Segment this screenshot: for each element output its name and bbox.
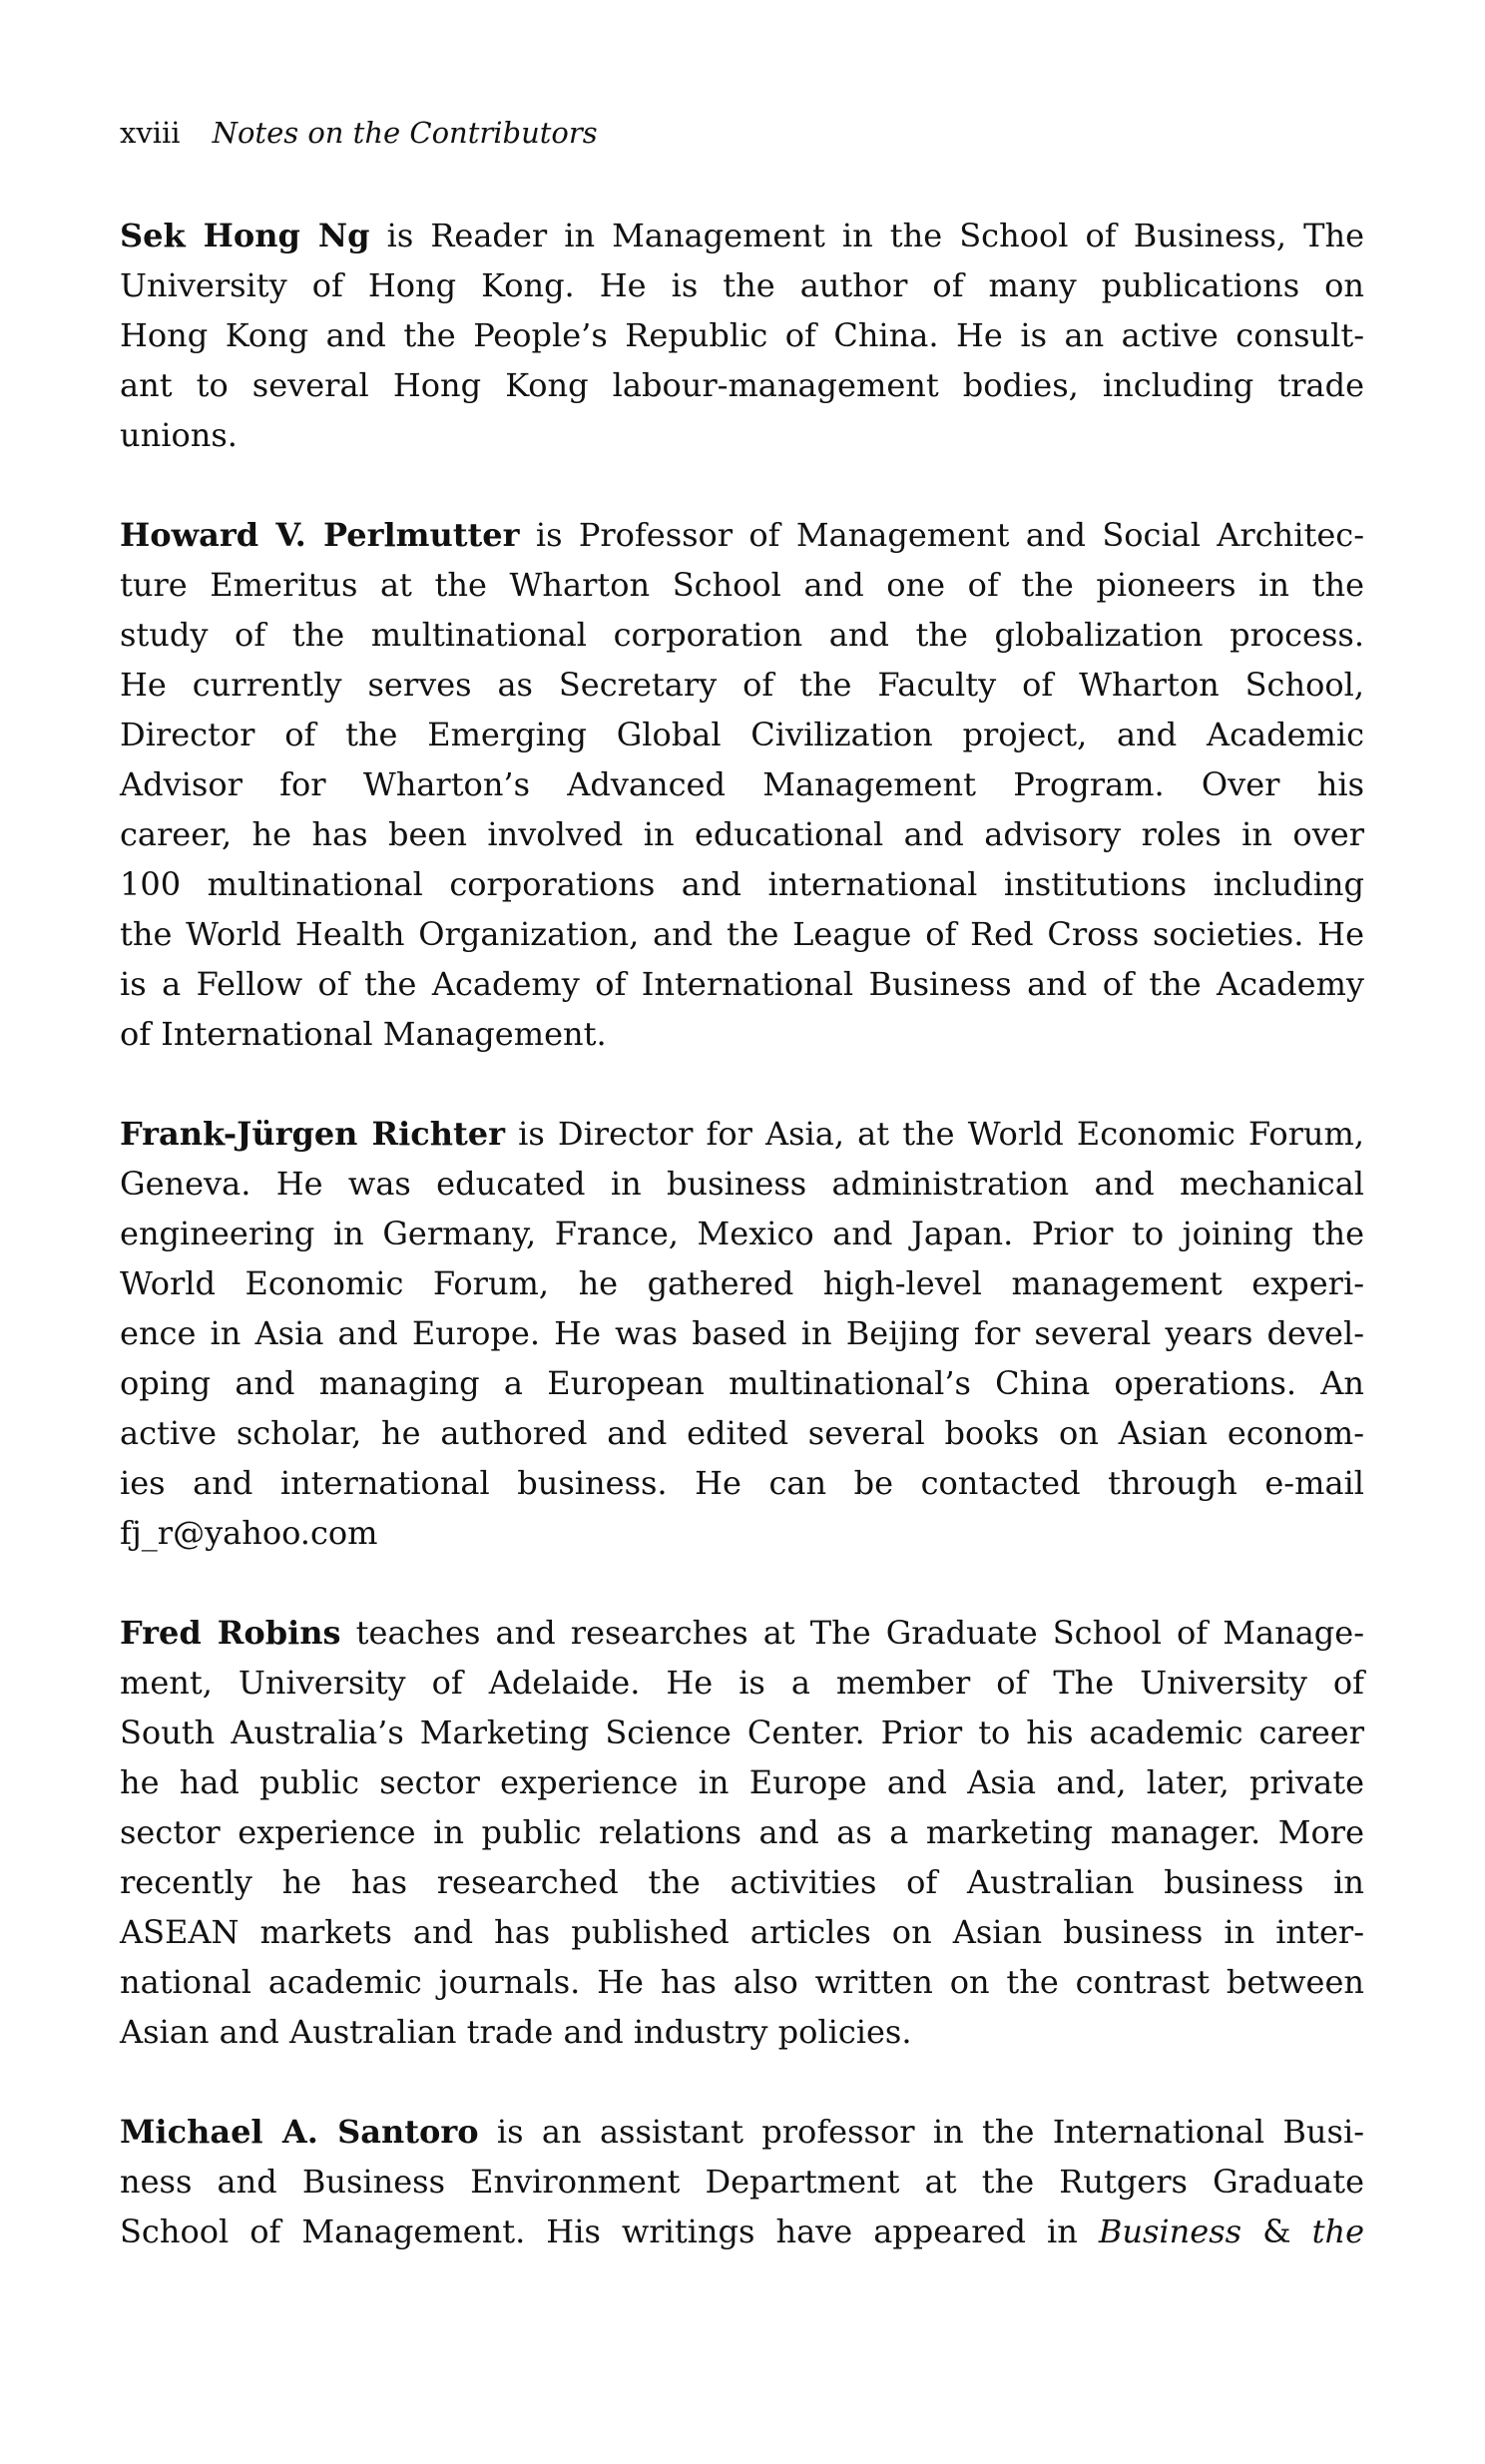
running-head-title: Notes on the Contributors	[212, 116, 598, 150]
entry-line: sector experience in public relations and as a marketing manager. More	[120, 1813, 1364, 1851]
publication-title: Business	[1098, 2213, 1242, 2250]
bio-text: is Reader in Management in the School of Business, The	[369, 217, 1365, 254]
entry-line: ASEAN markets and has published articles on Asian business in inter-	[120, 1913, 1364, 1951]
email-address: fj_r@yahoo.com	[120, 1514, 378, 1552]
entry-line: Hong Kong and the People’s Republic of China. He is an active consult-	[120, 316, 1364, 354]
entry-line	[120, 2207, 1364, 2256]
entry-line: He currently serves as Secretary of the Faculty of Wharton School,	[120, 666, 1364, 704]
bio-text: is Director for Asia, at the World Economic Forum,	[505, 1115, 1365, 1153]
entry-line	[120, 510, 1364, 560]
entry-line: ies and international business. He can be contacted through e-mail	[120, 1464, 1364, 1502]
bio-text: is Professor of Management and Social Architec-	[519, 516, 1365, 554]
entry-line: Advisor for Wharton’s Advanced Management Program. Over his	[120, 765, 1364, 803]
bio-text: School of Management. His writings have appeared in	[120, 2213, 1099, 2250]
entry-line: the World Health Organization, and the League of Red Cross societies. He	[120, 915, 1364, 953]
entry-line: Director of the Emerging Global Civilization project, and Academic	[120, 716, 1364, 753]
entry-line: South Australia’s Marketing Science Center. Prior to his academic career	[120, 1714, 1364, 1751]
entry-line	[120, 1608, 1364, 1658]
entry-line	[120, 2107, 1364, 2157]
entry-line	[120, 1109, 1364, 1159]
contributor-name: Frank-Jürgen Richter	[120, 1115, 506, 1153]
entry-line: engineering in Germany, France, Mexico and Japan. Prior to joining the	[120, 1215, 1364, 1252]
entry-line: recently he has researched the activities of Australian business in	[120, 1863, 1364, 1901]
entry-line: national academic journals. He has also written on the contrast between	[120, 1963, 1364, 2001]
entry-line: Asian and Australian trade and industry policies.	[120, 2013, 912, 2051]
contributor-entry	[120, 211, 1364, 460]
entry-line: career, he has been involved in educational and advisory roles in over	[120, 815, 1364, 853]
publication-title: the	[1311, 2213, 1364, 2250]
entry-line: ant to several Hong Kong labour-management bodies, including trade	[120, 366, 1364, 404]
entry-line: he had public sector experience in Europe and Asia and, later, private	[120, 1763, 1364, 1801]
entry-line: unions.	[120, 416, 238, 454]
entry-line: ture Emeritus at the Wharton School and one of the pioneers in the	[120, 566, 1364, 604]
entry-line: study of the multinational corporation and the globalization process.	[120, 616, 1364, 654]
contributor-entry	[120, 510, 1364, 1059]
entry-line: active scholar, he authored and edited several books on Asian econom-	[120, 1414, 1364, 1452]
entry-line: ment, University of Adelaide. He is a member of The University of	[120, 1664, 1364, 1702]
entry-line: World Economic Forum, he gathered high-level management experi-	[120, 1264, 1364, 1302]
contributor-entry	[120, 2107, 1364, 2256]
contributors-column	[120, 211, 1364, 2306]
entry-line: is a Fellow of the Academy of International Business and of the Academy	[120, 965, 1364, 1003]
contributor-entry	[120, 1109, 1364, 1558]
contributor-name: Howard V. Perlmutter	[120, 516, 520, 554]
bio-text: is an assistant professor in the International Busi-	[478, 2113, 1364, 2151]
page-number: xviii	[120, 116, 181, 150]
contributor-name: Sek Hong Ng	[120, 217, 370, 254]
bio-text: &	[1241, 2213, 1312, 2250]
entry-line: University of Hong Kong. He is the author of many publications on	[120, 266, 1364, 304]
contributor-name: Michael A. Santoro	[120, 2113, 479, 2151]
entry-line: 100 multinational corporations and international institutions including	[120, 865, 1364, 903]
entry-line: Geneva. He was educated in business administration and mechanical	[120, 1165, 1364, 1203]
contributor-name: Fred Robins	[120, 1614, 341, 1652]
entry-line: of International Management.	[120, 1015, 607, 1053]
entry-line	[120, 211, 1364, 260]
entry-line: ness and Business Environment Department at the Rutgers Graduate	[120, 2163, 1364, 2201]
entry-line: oping and managing a European multinational’s China operations. An	[120, 1364, 1364, 1402]
contributor-entry	[120, 1608, 1364, 2057]
entry-line: ence in Asia and Europe. He was based in Beijing for several years devel-	[120, 1314, 1364, 1352]
bio-text: teaches and researches at The Graduate School of Manage-	[340, 1614, 1365, 1652]
running-head	[120, 113, 598, 153]
